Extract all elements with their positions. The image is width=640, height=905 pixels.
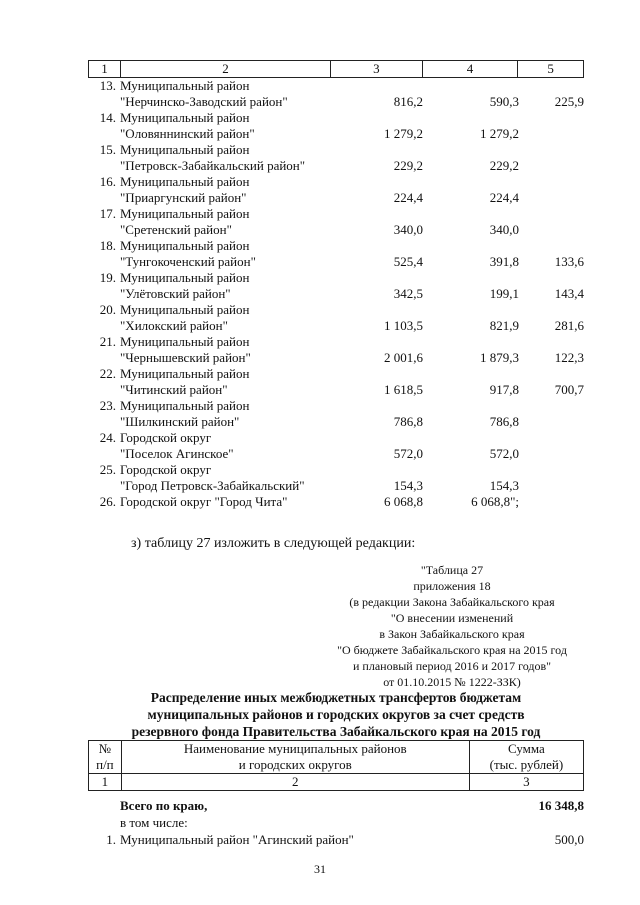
page-number: 31 <box>314 862 326 876</box>
table-row: 18. Муниципальный район "Тунгокоченский район" 525,4 391,8 133,6 <box>99 238 584 269</box>
amendment-instruction: з) таблицу 27 изложить в следующей редакции: <box>131 536 416 551</box>
col-header-2: 2 <box>121 61 331 77</box>
col-index-3: 3 <box>469 774 583 791</box>
table-row: 20. Муниципальный район "Хилокский район" 1 103,5 821,9 281,6 <box>99 302 584 333</box>
col-index-2: 2 <box>121 774 469 791</box>
col-header-3: 3 <box>331 61 423 77</box>
col-name-header: Наименование муниципальных районов и городских округов <box>121 741 469 774</box>
table-row: 16. Муниципальный район "Приаргунский район" 224,4 224,4 <box>99 174 519 205</box>
table-row: 13. Муниципальный район "Нерчинско-Заводский район" 816,2 590,3 225,9 <box>99 78 584 109</box>
col-sum-header: Сумма (тыс. рублей) <box>469 741 583 774</box>
table-header-numbers <box>88 60 584 78</box>
col-index-1: 1 <box>89 774 122 791</box>
table-row: 1. Муниципальный район "Агинский район" 500,0 <box>106 832 584 847</box>
total-row: Всего по краю, 16 348,8 <box>120 798 584 813</box>
transfers-table-header <box>88 740 584 791</box>
col-header-4: 4 <box>423 61 519 77</box>
table-row: 21. Муниципальный район "Чернышевский район" 2 001,6 1 879,3 122,3 <box>99 334 584 365</box>
table-row: 25. Городской округ "Город Петровск-Забайкальский" 154,3 154,3 <box>99 462 519 493</box>
table-row: 23. Муниципальный район "Шилкинский район" 786,8 786,8 <box>99 398 519 429</box>
table-row: 22. Муниципальный район "Читинский район" 1 618,5 917,8 700,7 <box>99 366 584 397</box>
table-row: 14. Муниципальный район "Оловяннинский район" 1 279,2 1 279,2 <box>99 110 519 141</box>
transfers-table-body <box>88 797 584 848</box>
table-row: 24. Городской округ "Поселок Агинское" 572,0 572,0 <box>99 430 519 461</box>
incl-row: в том числе: <box>120 815 188 830</box>
col-header-5: 5 <box>547 61 554 76</box>
col-num-header: № п/п <box>89 741 122 774</box>
table-title: Распределение иных межбюджетных трансфертов бюджетам муниципальных районов и городских округов за счет средств резервного фонда Правительства Забайкальского края на 2015 год <box>131 690 541 739</box>
table-row: 15. Муниципальный район "Петровск-Забайкальский район" 229,2 229,2 <box>99 142 519 173</box>
table-row: 17. Муниципальный район "Сретенский район" 340,0 340,0 <box>99 206 519 237</box>
district-table-body <box>88 78 584 512</box>
table-row: 26. Городской округ "Город Чита" 6 068,8 6 068,8"; <box>99 494 519 509</box>
table-row: 19. Муниципальный район "Улётовский район" 342,5 199,1 143,4 <box>99 270 584 301</box>
col-header-1: 1 <box>89 61 121 77</box>
table-note: "Таблица 27 приложения 18 (в редакции Закона Забайкальского края "О внесении изменений в Закон Забайкальского края "О бюджете Забайкальского края на 2015 год и плановый период 2016 и 2017 годов" от 01.10.2015 № 1222-ЗЗК) <box>337 563 567 689</box>
